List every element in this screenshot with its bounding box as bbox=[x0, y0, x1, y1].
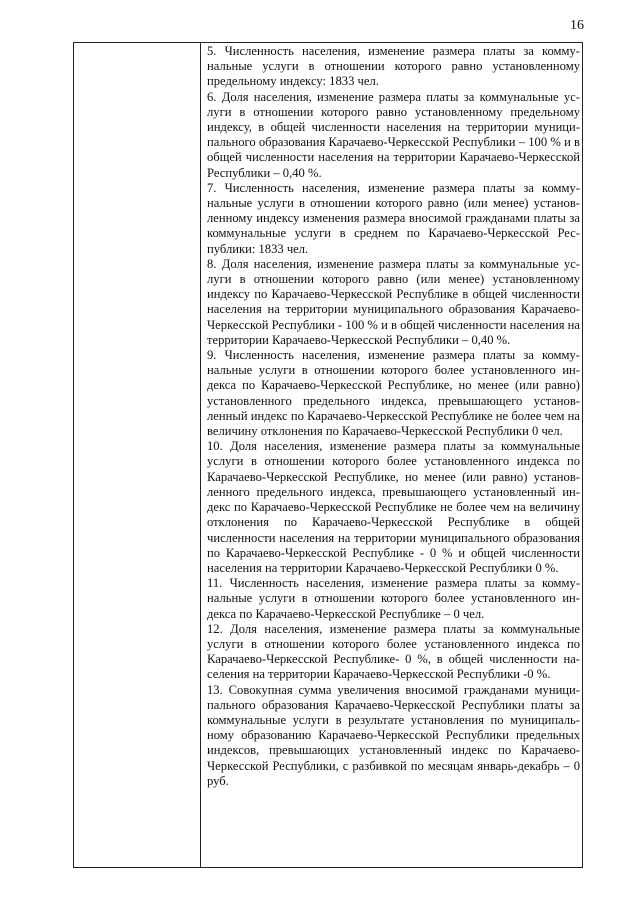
indicator-item-11: 11. Численность населения, изменение размера платы за коммунальные услуги в отношении которого более установленного индекса по Карачаево-Черкесской Республике – 0 чел. bbox=[207, 576, 580, 621]
indicator-item-10: 10. Доля населения, изменение размера платы за коммунальные услуги в отношении которого более установленного индекса по Карачаево-Черкесской Республике, но менее (или равно) установленного предельного индекса, превышающего установленный индекс по Карачаево-Черкесской Республике не более чем на величину отклонения по Карачаево-Черкесской Республике в общей численности населения на территории муниципального образования по Карачаево-Черкесской Республике - 0 % и общей численности населения на территории Карачаево-Черкесской Республики 0 %. bbox=[207, 439, 580, 575]
indicator-item-5: 5. Численность населения, изменение размера платы за коммунальные услуги в отношении которого равно установленному предельному индексу: 1833 чел. bbox=[207, 44, 580, 89]
table-content-cell bbox=[207, 44, 580, 789]
page-number: 16 bbox=[570, 18, 584, 33]
indicator-item-7: 7. Численность населения, изменение размера платы за коммунальные услуги в отношении которого равно (или менее) установленному индексу изменения размера вносимой гражданами платы за коммунальные услуги в среднем по Карачаево-Черкесской Республики: 1833 чел. bbox=[207, 180, 580, 256]
table-column-divider bbox=[200, 42, 201, 868]
indicator-item-6: 6. Доля населения, изменение размера платы за коммунальные услуги в отношении которого равно установленному предельному индексу, в общей численности населения на территории муниципального образования Карачаево-Черкесской Республики – 100 % и в общей численности населения на территории Карачаево-Черкесской Республики – 0,40 %. bbox=[207, 89, 580, 180]
indicator-item-13: 13. Совокупная сумма увеличения вносимой гражданами муниципального образования Карачаево-Черкесской Республики платы за коммунальные услуги в результате установления по муниципальному образованию Карачаево-Черкесской Республики предельных индексов, превышающих установленный индекс по Карачаево-Черкесской Республики, с разбивкой по месяцам январь-декабрь – 0 руб. bbox=[207, 682, 580, 788]
indicator-item-8: 8. Доля населения, изменение размера платы за коммунальные услуги в отношении которого равно (или менее) установленному индексу по Карачаево-Черкесской Республике в общей численности населения на территории муниципального образования Карачаево-Черкесской Республики - 100 % и в общей численности населения на территории Карачаево-Черкесской Республики – 0,40 %. bbox=[207, 256, 580, 347]
indicator-item-12: 12. Доля населения, изменение размера платы за коммунальные услуги в отношении которого более установленного индекса по Карачаево-Черкесской Республике- 0 %, в общей численности населения на территории Карачаево-Черкесской Республики -0 %. bbox=[207, 621, 580, 682]
indicator-item-9: 9. Численность населения, изменение размера платы за коммунальные услуги в отношении которого более установленного индекса по Карачаево-Черкесской Республике, но менее (или равно) установленного предельного индекса, превышающего установленный индекс по Карачаево-Черкесской Республике не более чем на величину отклонения по Карачаево-Черкесской Республики 0 чел. bbox=[207, 348, 580, 439]
